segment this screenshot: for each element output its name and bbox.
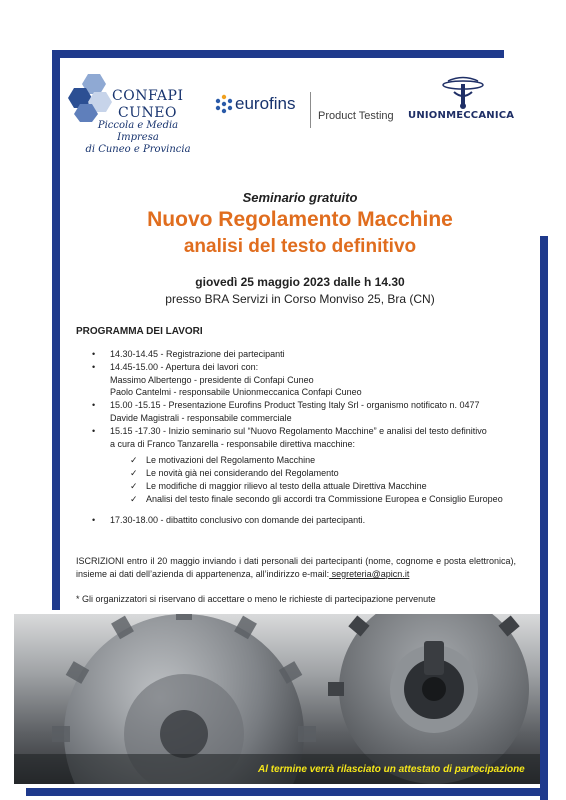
- eurofins-wordmark: eurofins: [235, 94, 296, 113]
- checkmark-icon: ✓: [130, 480, 138, 491]
- list-item: ✓ Le motivazioni del Regolamento Macchine: [130, 455, 316, 466]
- winged-emblem-icon: [440, 76, 486, 110]
- confapi-logo: [66, 70, 206, 155]
- program-heading: PROGRAMMA DEI LAVORI: [76, 326, 203, 337]
- list-item: • 15.15 -17.30 - Inizio seminario sul “Nuovo Regolamento Macchine” e analisi del testo definitivo a cura di Franco Tanzarella - responsabile direttiva macchine:: [92, 425, 487, 449]
- frame-bottom-bar: [26, 788, 548, 796]
- eurofins-division: Product Testing: [318, 110, 394, 122]
- list-item: ✓ Le novità già nei considerando del Regolamento: [130, 468, 339, 479]
- topics-list: [92, 454, 524, 505]
- bullet-icon: •: [92, 361, 96, 372]
- page-subtitle: analisi del testo definitivo: [183, 236, 417, 257]
- confapi-wordmark: CONFAPI CUNEO: [112, 88, 184, 121]
- registration-text: ISCRIZIONI entro il 20 maggio inviando i dati personali dei partecipanti (nome, cognome e posta elettronica), insieme ai dati dell’azienda di appartenenza, all’indirizzo e-mail: segreteria@apicn.it: [76, 556, 516, 579]
- list-item: • 14.30-14.45 - Registrazione dei partecipanti: [92, 349, 285, 359]
- certificate-note: Al termine verrà rilasciato un attestato di partecipazione: [258, 764, 525, 775]
- frame-top-bar: [52, 50, 504, 58]
- seminar-kicker: Seminario gratuito: [242, 190, 358, 205]
- list-item: • 17.30-18.00 - dibattito conclusivo con domande dei partecipanti.: [92, 514, 366, 525]
- event-date: giovedì 25 maggio 2023 dalle h 14.30: [195, 275, 405, 289]
- bullet-icon: •: [92, 400, 96, 411]
- list-item: • 15.00 -15.15 - Presentazione Eurofins Product Testing Italy Srl - organismo notificato n. 0477 Davide Magistrali - responsabile commerciale: [92, 400, 480, 423]
- logo-divider: [310, 92, 311, 128]
- checkmark-icon: ✓: [130, 493, 138, 504]
- checkmark-icon: ✓: [130, 468, 138, 479]
- program-list: [92, 348, 524, 526]
- bullet-icon: •: [92, 349, 96, 359]
- bullet-icon: •: [92, 425, 96, 436]
- registration-email-link[interactable]: segreteria@apicn.it: [329, 568, 410, 579]
- event-venue: presso BRA Servizi in Corso Monviso 25, Bra (CN): [165, 292, 435, 306]
- unionmeccanica-logo: [406, 76, 526, 126]
- eurofins-dots-icon: [214, 94, 234, 114]
- eurofins-logo: [214, 92, 404, 122]
- list-item: ✓ Le modifiche di maggior rilievo al testo della attuale Direttiva Macchine: [130, 480, 427, 491]
- confapi-tagline: Piccola e Media Impresa di Cuneo e Provincia: [85, 120, 191, 155]
- disclaimer-note: * Gli organizzatori si riservano di accettare o meno le richieste di partecipazione pervenute: [76, 594, 436, 604]
- unionmeccanica-wordmark: UNIONMECCANICA: [408, 110, 515, 121]
- gears-illustration: [14, 614, 540, 784]
- checkmark-icon: ✓: [130, 455, 138, 466]
- frame-left-bar: [52, 50, 60, 610]
- page-title: Nuovo Regolamento Macchine: [147, 208, 453, 231]
- list-item: ✓ Analisi del testo finale secondo gli accordi tra Commissione Europea e Consiglio Europeo: [130, 493, 503, 504]
- gears-photo: [14, 614, 540, 784]
- frame-right-bar: [540, 236, 548, 800]
- bullet-icon: •: [92, 514, 96, 525]
- list-item: • 14.45-15.00 - Apertura dei lavori con: Massimo Albertengo - presidente di Confapi Cuneo Paolo Cantelmi - responsabile Unionmeccanica Confapi Cuneo: [92, 361, 362, 398]
